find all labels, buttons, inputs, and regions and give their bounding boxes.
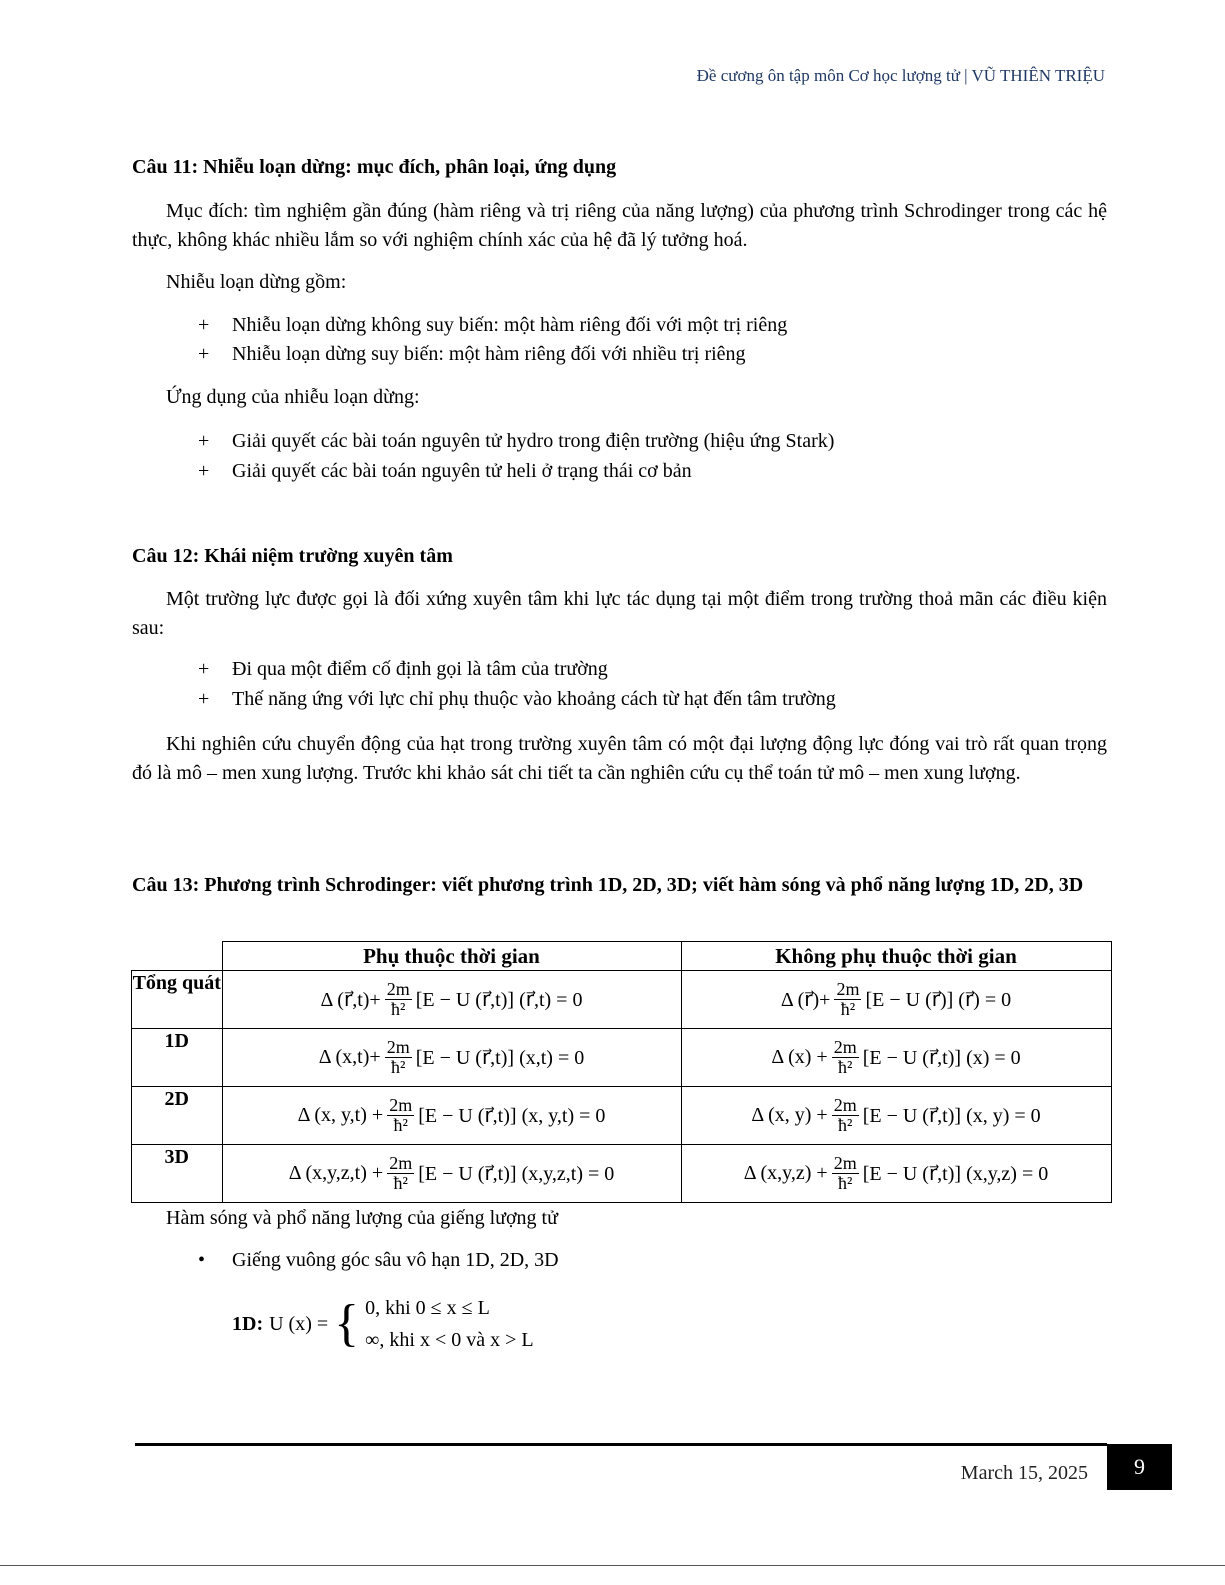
table-row — [132, 1029, 1112, 1087]
list-item: + Nhiễu loạn dừng không suy biến: một hàm riêng đối với một trị riêng — [198, 314, 788, 336]
q12-paragraph-2: Khi nghiên cứu chuyển động của hạt trong trường xuyên tâm có một đại lượng động lực đóng vai trò rất quan trọng đó là mô – men xung lượng. Trước khi khảo sát chi tiết ta cần nghiên cứu cụ thể toán tử mô – men xung lượng. — [132, 733, 1107, 784]
list-item: + Đi qua một điểm cố định gọi là tâm của trường — [198, 658, 608, 680]
row-label: 2D — [132, 1087, 223, 1145]
equation-cell: Δ (x, y) + $\frac{2m}{\text{ħ²}}$ [E − U (r⃗,t)] (x, y) = 0 — [681, 1087, 1111, 1145]
column-header: Không phụ thuộc thời gian — [681, 942, 1111, 971]
list-item: + Giải quyết các bài toán nguyên tử hydro trong điện trường (hiệu ứng Stark) — [198, 430, 835, 452]
list-item: + Nhiễu loạn dừng suy biến: một hàm riêng đối với nhiều trị riêng — [198, 343, 746, 365]
q11-heading: Câu 11: Nhiễu loạn dừng: mục đích, phân loại, ứng dụng — [132, 156, 617, 178]
row-label: Tổng quát — [132, 971, 223, 1029]
q11-types-label: Nhiễu loạn dừng gồm: — [166, 271, 347, 293]
list-item: + Thế năng ứng với lực chỉ phụ thuộc vào khoảng cách từ hạt đến tâm trường — [198, 688, 836, 710]
page-number: 9 — [1107, 1444, 1172, 1490]
wells-intro: Hàm sóng và phổ năng lượng của giếng lượng tử — [166, 1207, 558, 1229]
list-item: • Giếng vuông góc sâu vô hạn 1D, 2D, 3D — [198, 1249, 559, 1271]
q13-heading: Câu 13: Phương trình Schrodinger: viết phương trình 1D, 2D, 3D; viết hàm sóng và phổ năng lượng 1D, 2D, 3D — [132, 874, 1084, 896]
page-edge — [0, 1565, 1225, 1566]
schrodinger-table — [131, 941, 1112, 1203]
q12-paragraph-1: Một trường lực được gọi là đối xứng xuyên tâm khi lực tác dụng tại một điểm trong trường thoả mãn các điều kiện sau: — [132, 588, 1107, 639]
table-row — [132, 1087, 1112, 1145]
equation-cell: Δ (r⃗,t)+ $\frac{2m}{\text{ħ²}}$ [E − U (r⃗,t)] (r⃗,t) = 0 — [222, 971, 681, 1029]
table-row — [132, 971, 1112, 1029]
column-header: Phụ thuộc thời gian — [222, 942, 681, 971]
equation-cell: Δ (x,y,z,t) + $\frac{2m}{\text{ħ²}}$ [E − U (r⃗,t)] (x,y,z,t) = 0 — [222, 1145, 681, 1203]
equation-cell: Δ (x,t)+ $\frac{2m}{\text{ħ²}}$ [E − U (r⃗,t)] (x,t) = 0 — [222, 1029, 681, 1087]
equation-cell: Δ (x) + $\frac{2m}{\text{ħ²}}$ [E − U (r⃗,t)] (x) = 0 — [681, 1029, 1111, 1087]
potential-equation: 1D: U (x) = { 0, khi 0 ≤ x ≤ L ∞, khi x < 0 và x > L — [232, 1295, 534, 1352]
list-item: + Giải quyết các bài toán nguyên tử heli ở trạng thái cơ bản — [198, 460, 692, 482]
table-row — [132, 1145, 1112, 1203]
running-header: Đề cương ôn tập môn Cơ học lượng tử | VŨ THIÊN TRIỆU — [696, 66, 1105, 85]
q11-apps-label: Ứng dụng của nhiễu loạn dừng: — [166, 386, 420, 408]
q11-purpose: Mục đích: tìm nghiệm gần đúng (hàm riêng và trị riêng của năng lượng) của phương trình Schrodinger trong các hệ thực, không khác nhiều lắm so với nghiệm chính xác của hệ đã lý tưởng hoá. — [132, 200, 1107, 251]
equation-cell: Δ (r⃗)+ $\frac{2m}{\text{ħ²}}$ [E − U (r⃗)] (r⃗) = 0 — [681, 971, 1111, 1029]
row-label: 3D — [132, 1145, 223, 1203]
equation-cell: Δ (x,y,z) + $\frac{2m}{\text{ħ²}}$ [E − U (r⃗,t)] (x,y,z) = 0 — [681, 1145, 1111, 1203]
q12-heading: Câu 12: Khái niệm trường xuyên tâm — [132, 545, 453, 567]
equation-cell: Δ (x, y,t) + $\frac{2m}{\text{ħ²}}$ [E − U (r⃗,t)] (x, y,t) = 0 — [222, 1087, 681, 1145]
footer-rule — [135, 1443, 1107, 1446]
footer-date: March 15, 2025 — [960, 1462, 1088, 1484]
row-label: 1D — [132, 1029, 223, 1087]
